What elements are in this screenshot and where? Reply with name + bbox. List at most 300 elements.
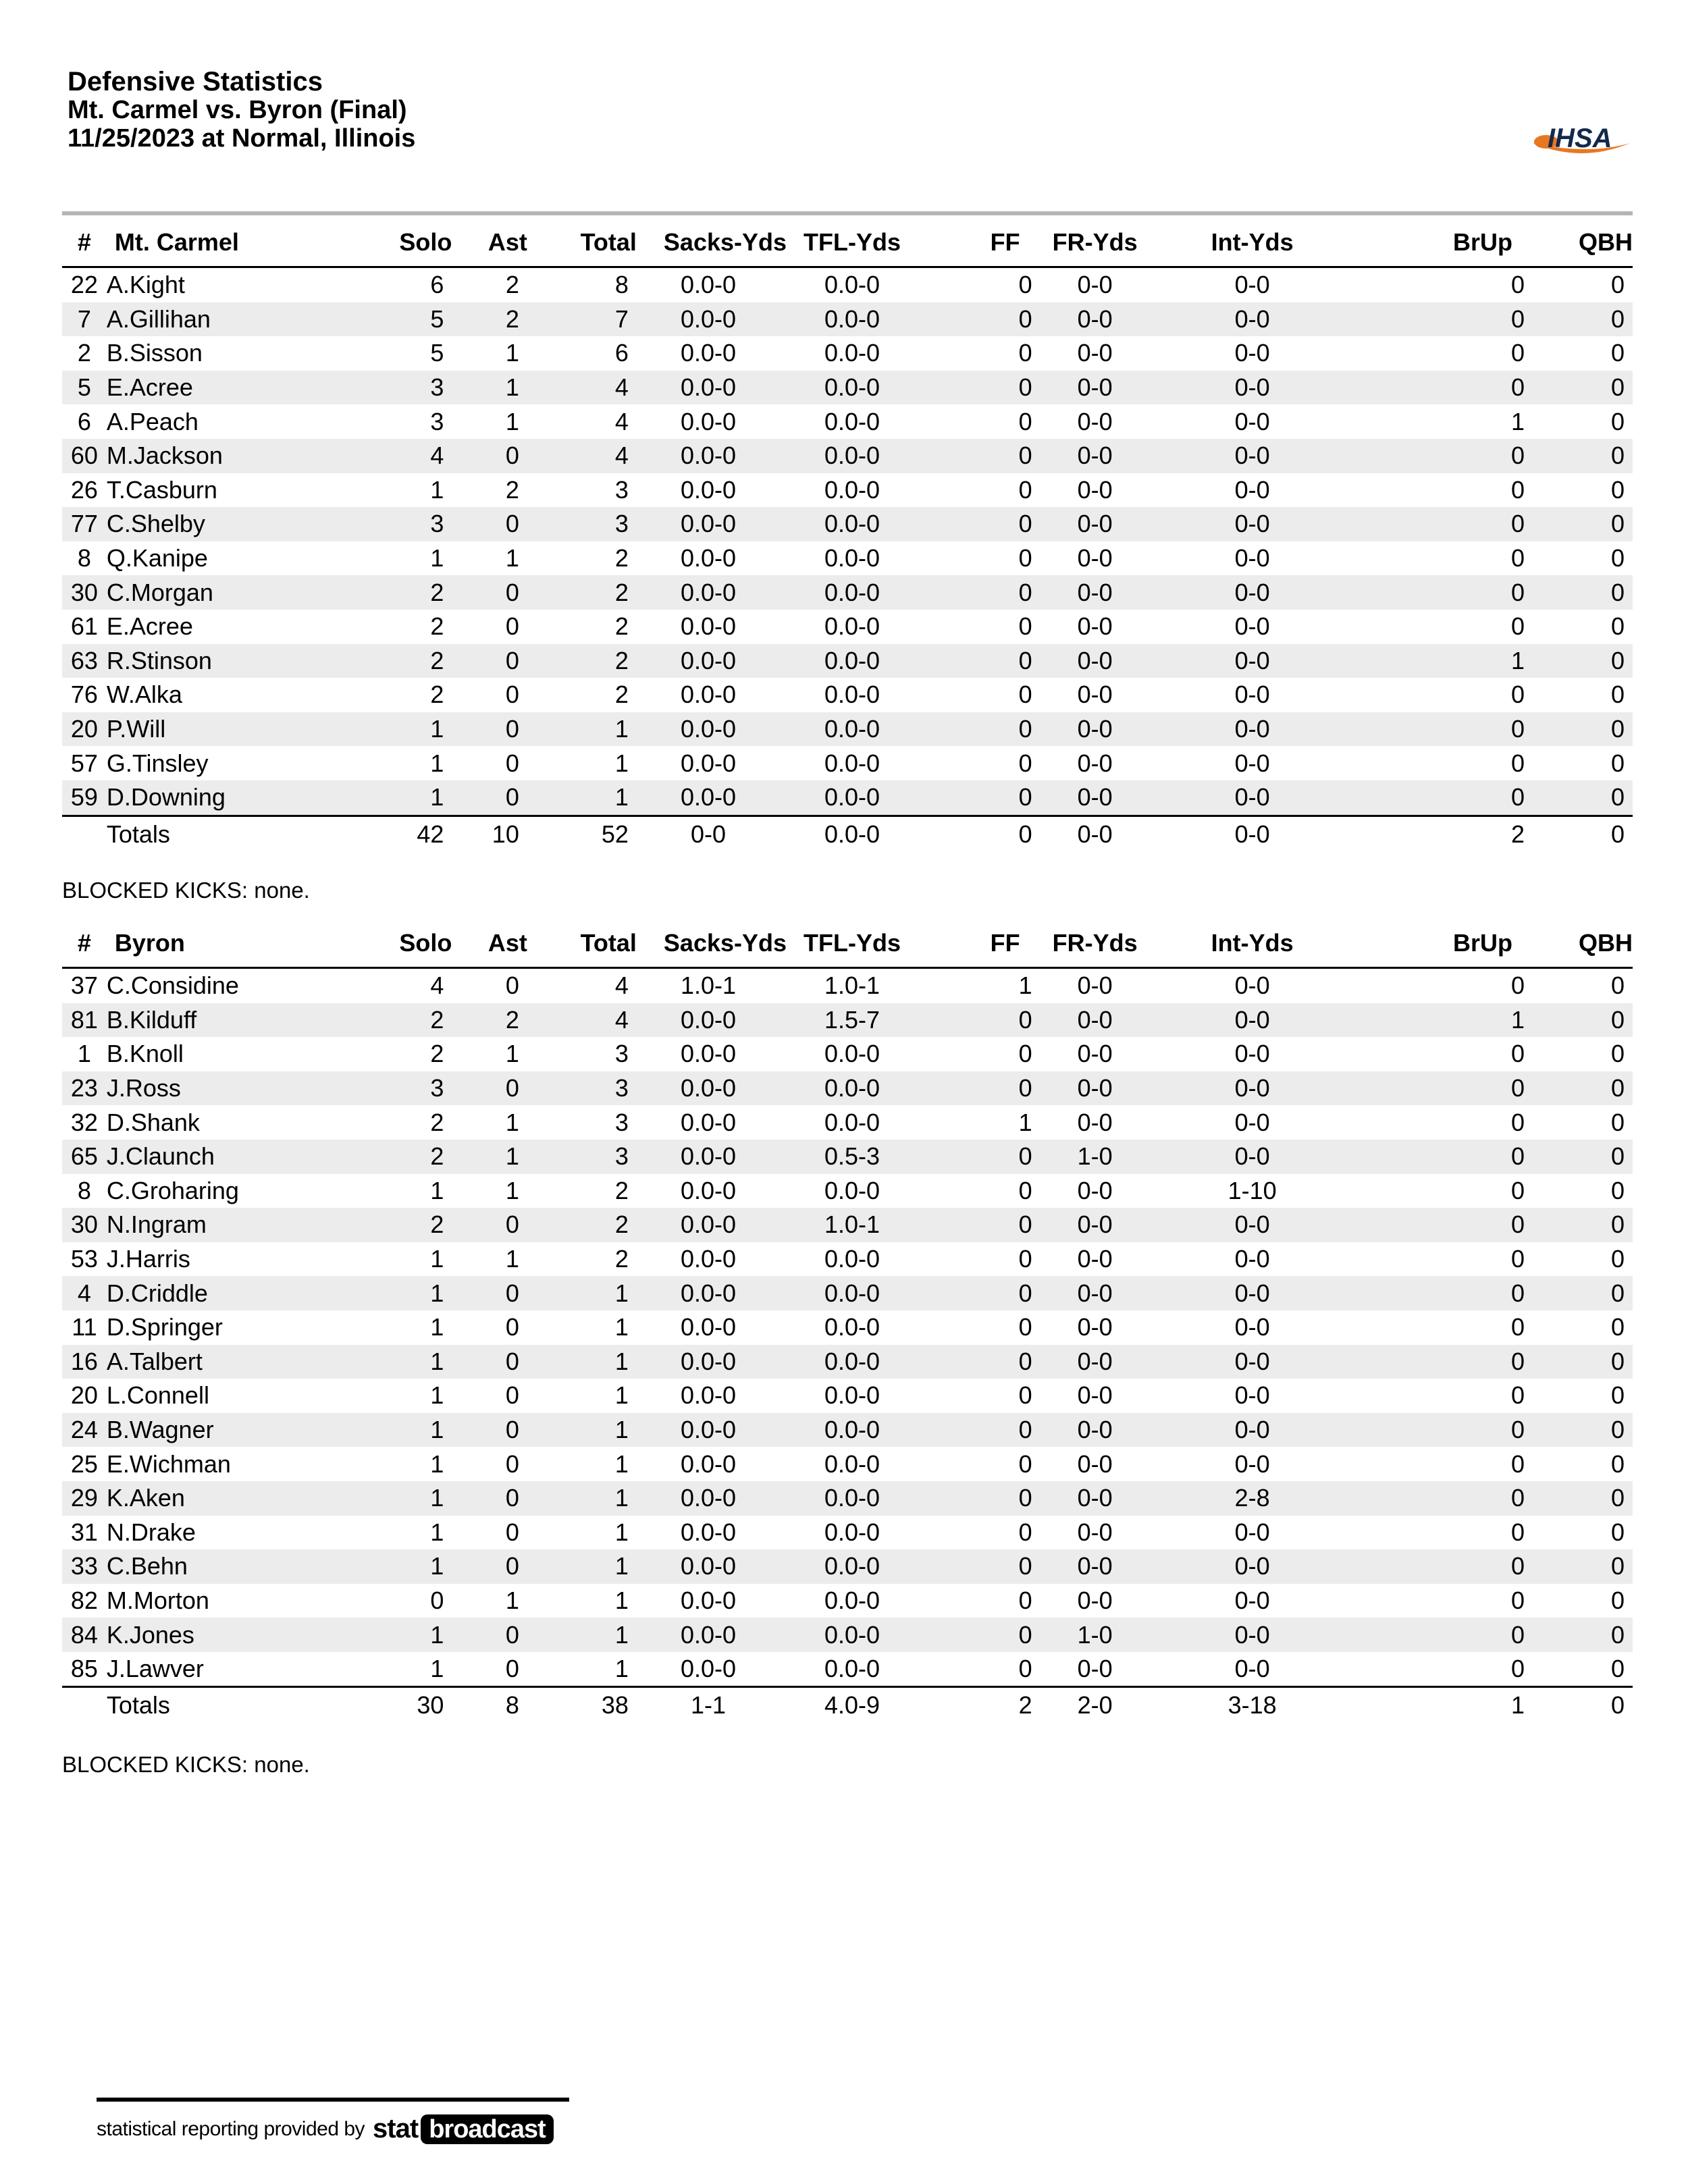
- cell-solo: 1: [349, 1345, 452, 1379]
- cell-qbh: 0: [1533, 1549, 1633, 1584]
- cell-solo: 2: [430, 1040, 444, 1068]
- cell-total: 38: [527, 1687, 637, 1724]
- cell-ff: 0: [951, 1003, 1040, 1038]
- cell-solo: 0: [430, 1586, 444, 1614]
- table-row: [62, 1140, 1633, 1174]
- cell-ff: 0: [951, 780, 1040, 816]
- cell-ff: 0: [1018, 612, 1032, 641]
- col-header-sacks-yds: Sacks-Yds: [637, 219, 753, 267]
- cell-sacks-yds: 0.0-0: [681, 1655, 737, 1683]
- col-header-ff: FF: [951, 920, 1040, 968]
- game-matchup: Mt. Carmel vs. Byron (Final): [68, 96, 407, 124]
- cell-sacks-yds: 0.0-0: [681, 1313, 737, 1341]
- col-header-brup: BrUp: [1355, 219, 1533, 267]
- cell-qbh: 0: [1610, 1313, 1625, 1341]
- table-row: [62, 1174, 1633, 1208]
- cell-int-yds: 0-0: [1150, 507, 1355, 541]
- cell-ff: 0: [951, 439, 1040, 473]
- col-header-qbh: QBH: [1533, 920, 1633, 968]
- cell-sacks-yds: 0.0-0: [681, 544, 737, 572]
- cell-fr-yds: 0-0: [1077, 475, 1113, 504]
- cell-player-name: E.Acree: [106, 612, 193, 641]
- cell-tfl-yds: 0.0-0: [824, 1176, 880, 1204]
- totals-row: [62, 1687, 1633, 1724]
- cell-total: 1: [527, 780, 637, 816]
- statbroadcast-logo-broadcast: broadcast: [421, 2114, 554, 2144]
- cell-fr-yds: 1-0: [1040, 1618, 1150, 1652]
- cell-ast: 1: [505, 1586, 519, 1614]
- cell-player-number: 59: [62, 780, 107, 816]
- cell-solo: 1: [430, 749, 444, 777]
- cell-solo: 3: [349, 371, 452, 405]
- cell-player-number: 16: [62, 1345, 107, 1379]
- cell-sacks-yds: 1.0-1: [681, 971, 737, 1000]
- cell-ast: 0: [505, 1655, 519, 1683]
- cell-ast: 0: [452, 439, 527, 473]
- cell-player-name: E.Wichman: [106, 1449, 231, 1478]
- cell-int-yds: 0-0: [1150, 1140, 1355, 1174]
- cell-ast: 2: [452, 302, 527, 337]
- cell-qbh: 0: [1610, 681, 1625, 709]
- cell-fr-yds: 0-0: [1040, 1276, 1150, 1310]
- cell-tfl-yds: 0.0-0: [824, 749, 880, 777]
- cell-ff: 0: [951, 1071, 1040, 1106]
- cell-brup: 1: [1355, 1687, 1533, 1724]
- cell-qbh: 0: [1610, 407, 1625, 435]
- table-row: [62, 336, 1633, 371]
- cell-player-number: 61: [70, 612, 98, 641]
- table-row: [62, 1208, 1633, 1242]
- cell-total: 1: [614, 1381, 629, 1410]
- cell-qbh: 0: [1533, 1003, 1633, 1038]
- col-header-qbh: QBH: [1533, 219, 1633, 267]
- cell-fr-yds: 0-0: [1077, 1381, 1113, 1410]
- cell-fr-yds: 0-0: [1077, 271, 1113, 299]
- cell-sacks-yds: 0.0-0: [681, 407, 737, 435]
- cell-ff: 0: [1018, 1449, 1032, 1478]
- cell-sacks-yds: 0.0-0: [681, 1040, 737, 1068]
- cell-player-name: D.Springer: [106, 1313, 223, 1341]
- footer-rule: [97, 2098, 569, 2102]
- cell-brup: 0: [1355, 1071, 1533, 1106]
- table-row: [62, 1447, 1633, 1481]
- cell-sacks-yds: 0.0-0: [681, 339, 737, 367]
- cell-brup: 0: [1510, 339, 1525, 367]
- cell-ast: 0: [505, 1313, 519, 1341]
- cell-tfl-yds: 0.0-0: [824, 271, 880, 299]
- cell-player-name: Q.Kanipe: [106, 544, 208, 572]
- cell-int-yds: 0-0: [1234, 1381, 1270, 1410]
- cell-ast: 0: [505, 681, 519, 709]
- cell-int-yds: 2-8: [1150, 1481, 1355, 1516]
- cell-player-name: P.Will: [107, 712, 350, 747]
- table-row: [62, 1242, 1633, 1277]
- cell-player-number: 30: [62, 1208, 107, 1242]
- cell-sacks-yds: 0.0-0: [681, 1518, 737, 1546]
- cell-total: 4: [527, 439, 637, 473]
- cell-ast: 0: [452, 1071, 527, 1106]
- cell-player-name: L.Connell: [106, 1381, 209, 1410]
- cell-player-number: 33: [62, 1549, 107, 1584]
- cell-ast: 1: [505, 407, 519, 435]
- cell-player-number: 65: [62, 1140, 107, 1174]
- cell-brup: 0: [1355, 371, 1533, 405]
- cell-int-yds: 0-0: [1234, 271, 1270, 299]
- col-header-tfl-yds: TFL-Yds: [753, 219, 951, 267]
- cell-player-name: Totals: [107, 816, 350, 852]
- cell-fr-yds: 0-0: [1040, 1481, 1150, 1516]
- cell-player-number: 25: [70, 1449, 98, 1478]
- cell-qbh: 0: [1610, 1449, 1625, 1478]
- cell-ff: 0: [951, 302, 1040, 337]
- cell-qbh: 0: [1610, 1040, 1625, 1068]
- cell-brup: 0: [1510, 749, 1525, 777]
- cell-ast: 0: [452, 1276, 527, 1310]
- cell-qbh: 0: [1610, 1245, 1625, 1273]
- cell-sacks-yds: 0.0-0: [681, 475, 737, 504]
- cell-tfl-yds: 0.0-0: [753, 1618, 951, 1652]
- cell-total: 3: [527, 1071, 637, 1106]
- cell-player-number: 22: [70, 271, 98, 299]
- blocked-kicks-note: BLOCKED KICKS: none.: [62, 1752, 310, 1777]
- cell-player-name: R.Stinson: [107, 644, 350, 678]
- col-header-total: Total: [527, 920, 637, 968]
- table-row: [62, 507, 1633, 541]
- cell-solo: 1: [349, 1549, 452, 1584]
- cell-ff: 0: [951, 1481, 1040, 1516]
- report-header: [68, 68, 415, 153]
- cell-brup: 0: [1355, 1413, 1533, 1447]
- cell-qbh: 0: [1533, 1687, 1633, 1724]
- cell-sacks-yds: 0-0: [637, 816, 753, 852]
- cell-tfl-yds: 0.0-0: [824, 1040, 880, 1068]
- table-row: [62, 1105, 1633, 1140]
- cell-ast: 1: [505, 1040, 519, 1068]
- cell-fr-yds: 0-0: [1077, 1655, 1113, 1683]
- table-row: [62, 1652, 1633, 1687]
- cell-ast: 0: [505, 1449, 519, 1478]
- table-row: [62, 678, 1633, 712]
- cell-solo: 1: [430, 1176, 444, 1204]
- cell-player-number: 37: [70, 971, 98, 1000]
- cell-int-yds: 0-0: [1234, 749, 1270, 777]
- cell-int-yds: 0-0: [1150, 1413, 1355, 1447]
- cell-qbh: 0: [1533, 1413, 1633, 1447]
- cell-total: 3: [614, 1108, 629, 1136]
- ihsa-logo-text: IHSA: [1548, 124, 1612, 153]
- cell-fr-yds: 0-0: [1077, 971, 1113, 1000]
- cell-brup: 0: [1355, 1276, 1533, 1310]
- cell-ast: 1: [505, 339, 519, 367]
- cell-fr-yds: 0-0: [1040, 1208, 1150, 1242]
- cell-solo: 1: [430, 1245, 444, 1273]
- team-name: Byron: [107, 920, 350, 968]
- cell-player-name: J.Harris: [106, 1245, 190, 1273]
- cell-fr-yds: 0-0: [1077, 1518, 1113, 1546]
- cell-total: 3: [614, 475, 629, 504]
- cell-ff: 0: [951, 1618, 1040, 1652]
- cell-brup: 0: [1355, 1618, 1533, 1652]
- cell-int-yds: 0-0: [1150, 575, 1355, 610]
- cell-player-name: C.Considine: [106, 971, 239, 1000]
- cell-fr-yds: 0-0: [1077, 1313, 1113, 1341]
- cell-player-number: 11: [72, 1313, 97, 1341]
- cell-qbh: 0: [1533, 575, 1633, 610]
- cell-sacks-yds: 0.0-0: [637, 1345, 753, 1379]
- cell-total: 1: [527, 1549, 637, 1584]
- cell-solo: 6: [430, 271, 444, 299]
- cell-int-yds: 0-0: [1150, 780, 1355, 816]
- cell-qbh: 0: [1533, 644, 1633, 678]
- cell-int-yds: 0-0: [1234, 1040, 1270, 1068]
- cell-player-name: G.Tinsley: [106, 749, 209, 777]
- cell-sacks-yds: 0.0-0: [681, 1586, 737, 1614]
- cell-fr-yds: 0-0: [1077, 1040, 1113, 1068]
- cell-total: 2: [527, 1208, 637, 1242]
- cell-sacks-yds: 0.0-0: [637, 371, 753, 405]
- cell-total: 4: [527, 1003, 637, 1038]
- cell-fr-yds: 0-0: [1040, 1413, 1150, 1447]
- cell-total: 2: [614, 544, 629, 572]
- cell-qbh: 0: [1533, 1140, 1633, 1174]
- cell-ast: 0: [452, 1618, 527, 1652]
- cell-total: 2: [614, 612, 629, 641]
- cell-brup: 0: [1355, 780, 1533, 816]
- cell-player-number: 77: [62, 507, 107, 541]
- cell-sacks-yds: 0.0-0: [681, 1449, 737, 1478]
- cell-ast: 1: [452, 1140, 527, 1174]
- cell-total: 1: [527, 1276, 637, 1310]
- cell-qbh: 0: [1533, 816, 1633, 852]
- cell-int-yds: 0-0: [1234, 612, 1270, 641]
- col-header-tfl-yds: TFL-Yds: [753, 920, 951, 968]
- cell-player-name: J.Claunch: [107, 1140, 350, 1174]
- cell-int-yds: 0-0: [1150, 1276, 1355, 1310]
- cell-ast: 1: [505, 1176, 519, 1204]
- cell-tfl-yds: 0.0-0: [753, 780, 951, 816]
- cell-qbh: 0: [1610, 1176, 1625, 1204]
- cell-solo: 2: [430, 612, 444, 641]
- cell-qbh: 0: [1610, 612, 1625, 641]
- cell-tfl-yds: 0.0-0: [753, 507, 951, 541]
- table-row: [62, 302, 1633, 337]
- footer-credit: [97, 2098, 569, 2144]
- game-date-location: 11/25/2023 at Normal, Illinois: [68, 124, 416, 153]
- cell-brup: 0: [1510, 271, 1525, 299]
- table-row: [62, 1379, 1633, 1413]
- cell-brup: 0: [1510, 1586, 1525, 1614]
- cell-qbh: 0: [1610, 1655, 1625, 1683]
- cell-sacks-yds: 0.0-0: [637, 1276, 753, 1310]
- cell-player-name: C.Behn: [107, 1549, 350, 1584]
- cell-sacks-yds: 0.0-0: [637, 507, 753, 541]
- cell-sacks-yds: 0.0-0: [637, 780, 753, 816]
- cell-solo: 1: [349, 1481, 452, 1516]
- cell-ast: 8: [452, 1687, 527, 1724]
- cell-qbh: 0: [1533, 371, 1633, 405]
- cell-qbh: 0: [1533, 1208, 1633, 1242]
- cell-ff: 0: [1018, 1313, 1032, 1341]
- cell-int-yds: 1-10: [1228, 1176, 1277, 1204]
- cell-total: 2: [527, 644, 637, 678]
- cell-solo: 2: [349, 1208, 452, 1242]
- cell-tfl-yds: 0.0-0: [753, 712, 951, 747]
- cell-tfl-yds: 0.0-0: [824, 612, 880, 641]
- cell-qbh: 0: [1610, 475, 1625, 504]
- cell-brup: 0: [1510, 1040, 1525, 1068]
- cell-ast: 0: [505, 612, 519, 641]
- col-header-ff: FF: [951, 219, 1040, 267]
- cell-player-number: 2: [77, 339, 91, 367]
- cell-player-number: 60: [62, 439, 107, 473]
- cell-total: 2: [614, 681, 629, 709]
- cell-sacks-yds: 0.0-0: [681, 749, 737, 777]
- cell-brup: 0: [1355, 1208, 1533, 1242]
- cell-fr-yds: 0-0: [1077, 1108, 1113, 1136]
- cell-qbh: 0: [1533, 1071, 1633, 1106]
- cell-total: 1: [527, 1481, 637, 1516]
- cell-tfl-yds: 0.0-0: [824, 1313, 880, 1341]
- cell-sacks-yds: 0.0-0: [681, 612, 737, 641]
- cell-solo: 42: [349, 816, 452, 852]
- cell-int-yds: 0-0: [1234, 1655, 1270, 1683]
- cell-qbh: 0: [1610, 1518, 1625, 1546]
- cell-player-number: 63: [62, 644, 107, 678]
- cell-solo: 1: [430, 1313, 444, 1341]
- cell-brup: 0: [1355, 712, 1533, 747]
- cell-ff: 0: [1018, 1176, 1032, 1204]
- cell-brup: 0: [1355, 1345, 1533, 1379]
- cell-ff: 0: [951, 712, 1040, 747]
- cell-total: 4: [614, 971, 629, 1000]
- cell-ast: 0: [452, 1413, 527, 1447]
- cell-total: 6: [614, 339, 629, 367]
- cell-tfl-yds: 0.0-0: [753, 1413, 951, 1447]
- cell-tfl-yds: 0.0-0: [824, 1381, 880, 1410]
- cell-sacks-yds: 0.0-0: [681, 271, 737, 299]
- cell-qbh: 0: [1610, 1586, 1625, 1614]
- col-header-fr-yds: FR-Yds: [1040, 920, 1150, 968]
- cell-ast: 0: [505, 749, 519, 777]
- cell-tfl-yds: 4.0-9: [753, 1687, 951, 1724]
- cell-brup: 0: [1510, 1108, 1525, 1136]
- cell-solo: 2: [430, 1108, 444, 1136]
- cell-tfl-yds: 1.5-7: [753, 1003, 951, 1038]
- cell-player-number: 7: [62, 302, 107, 337]
- cell-player-number: 82: [70, 1586, 98, 1614]
- cell-sacks-yds: 0.0-0: [637, 1140, 753, 1174]
- cell-player-number: 1: [77, 1040, 91, 1068]
- cell-solo: 1: [349, 712, 452, 747]
- ihsa-logo: [1527, 116, 1635, 163]
- cell-ff: 0: [1018, 1245, 1032, 1273]
- cell-tfl-yds: 0.0-0: [753, 1276, 951, 1310]
- table-row: [62, 610, 1633, 644]
- table-row: [62, 267, 1633, 302]
- cell-brup: 0: [1355, 1140, 1533, 1174]
- table-row: [62, 1003, 1633, 1038]
- cell-fr-yds: 0-0: [1040, 816, 1150, 852]
- cell-sacks-yds: 0.0-0: [637, 1618, 753, 1652]
- cell-brup: 0: [1510, 1313, 1525, 1341]
- cell-ff: 0: [1018, 1586, 1032, 1614]
- cell-total: 8: [614, 271, 629, 299]
- cell-qbh: 0: [1610, 271, 1625, 299]
- cell-int-yds: 0-0: [1150, 644, 1355, 678]
- cell-total: 1: [614, 1313, 629, 1341]
- cell-tfl-yds: 0.0-0: [824, 1245, 880, 1273]
- cell-tfl-yds: 0.0-0: [753, 1071, 951, 1106]
- cell-total: 3: [527, 507, 637, 541]
- cell-ff: 2: [951, 1687, 1040, 1724]
- cell-ast: 2: [505, 475, 519, 504]
- cell-player-number: 57: [70, 749, 98, 777]
- cell-sacks-yds: 1-1: [637, 1687, 753, 1724]
- cell-sacks-yds: 0.0-0: [637, 1003, 753, 1038]
- cell-tfl-yds: 0.0-0: [753, 816, 951, 852]
- cell-player-number: [62, 816, 107, 852]
- table-row: [62, 541, 1633, 576]
- cell-ast: 0: [505, 971, 519, 1000]
- cell-solo: 4: [430, 971, 444, 1000]
- cell-sacks-yds: 0.0-0: [681, 1381, 737, 1410]
- cell-brup: 0: [1510, 1245, 1525, 1273]
- cell-player-name: A.Gillihan: [107, 302, 350, 337]
- cell-brup: 0: [1355, 1481, 1533, 1516]
- cell-tfl-yds: 0.0-0: [824, 1655, 880, 1683]
- cell-ff: 0: [1018, 1655, 1032, 1683]
- cell-ast: 0: [452, 1345, 527, 1379]
- table-row: [62, 1071, 1633, 1106]
- cell-ast: 0: [505, 1381, 519, 1410]
- cell-ast: 0: [452, 780, 527, 816]
- cell-brup: 0: [1510, 1176, 1525, 1204]
- cell-solo: 1: [349, 780, 452, 816]
- table-row: [62, 1276, 1633, 1310]
- cell-player-name: K.Aken: [107, 1481, 350, 1516]
- table-row: [62, 473, 1633, 508]
- totals-row: [62, 816, 1633, 852]
- cell-solo: 5: [430, 339, 444, 367]
- cell-total: 1: [527, 1413, 637, 1447]
- cell-player-name: T.Casburn: [106, 475, 217, 504]
- cell-total: 4: [614, 407, 629, 435]
- cell-ff: 0: [1018, 544, 1032, 572]
- cell-fr-yds: 0-0: [1040, 780, 1150, 816]
- table-row: [62, 1345, 1633, 1379]
- cell-tfl-yds: 1.0-1: [824, 971, 880, 1000]
- cell-int-yds: 3-18: [1150, 1687, 1355, 1724]
- table-row: [62, 1310, 1633, 1345]
- cell-player-number: 84: [62, 1618, 107, 1652]
- cell-fr-yds: 0-0: [1040, 1549, 1150, 1584]
- cell-sacks-yds: 0.0-0: [637, 1208, 753, 1242]
- cell-sacks-yds: 0.0-0: [637, 1549, 753, 1584]
- cell-total: 2: [614, 1176, 629, 1204]
- cell-sacks-yds: 0.0-0: [681, 1176, 737, 1204]
- cell-ast: 1: [505, 1245, 519, 1273]
- cell-fr-yds: 0-0: [1077, 1586, 1113, 1614]
- cell-brup: 0: [1510, 475, 1525, 504]
- cell-qbh: 0: [1610, 1381, 1625, 1410]
- cell-int-yds: 0-0: [1150, 1208, 1355, 1242]
- cell-fr-yds: 0-0: [1040, 1003, 1150, 1038]
- cell-total: 1: [614, 1586, 629, 1614]
- cell-sacks-yds: 0.0-0: [681, 1108, 737, 1136]
- cell-total: 52: [527, 816, 637, 852]
- cell-ast: 0: [452, 1549, 527, 1584]
- cell-player-number: 20: [70, 1381, 98, 1410]
